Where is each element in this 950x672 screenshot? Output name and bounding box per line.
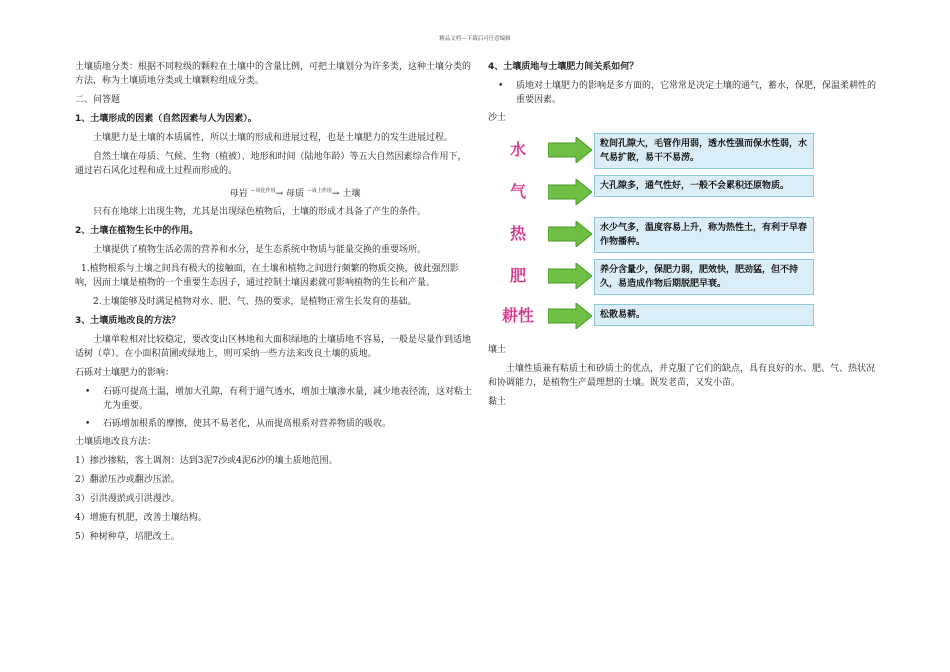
diagram-label: 耕性 (501, 306, 534, 325)
q1-para-2: 自然土壤在母质、气候、生物（植被）、地形和时间（陆地年龄）等五大自然因素综合作用下，通过岩石风化过程和成土过程而形成的。 (75, 152, 467, 176)
bullet-text: 石砾可提高土温，增加大孔隙，有利于通气透水，增加土壤渗水量，减少地表径流，这对粘土尤为重要。 (103, 387, 473, 411)
diagram-row-air (488, 177, 592, 207)
diagram-label: 气 (509, 182, 526, 201)
diagram-box: 松散易耕。 (594, 304, 814, 326)
diagram-box: 水少气多，温度容易上升，称为热性土，有利于早春作物播种。 (594, 217, 814, 253)
formation-formula: 母岩 $^{—风化作用}$→ 母质 $^{—成土作用}$→ 土壤 (229, 188, 361, 199)
method-item: 3）引洪漫淤或引洪漫沙。 (75, 494, 180, 504)
diagram-box: 粒间孔隙大，毛管作用弱，透水性强而保水性弱，水气易扩散，易干不易涝。 (594, 133, 814, 169)
formula-parent: 母质 (285, 189, 304, 199)
bullet-text: 石砾增加根系的摩擦，使其不易老化，从而提高根系对营养物质的吸收。 (103, 419, 392, 429)
question-3: 3、土壤质地改良的方法？ (75, 316, 181, 326)
method-item: 5）种树种草，培肥改土。 (75, 532, 180, 542)
question-1: 1、土壤形成的因素（自然因素与人为因素）。 (75, 114, 257, 124)
right-column (488, 60, 878, 414)
arrow-icon (548, 221, 592, 247)
formula-arrow-1: 风化作用 (255, 188, 276, 194)
diagram-row-heat (488, 219, 592, 249)
diagram-label: 热 (509, 224, 526, 243)
diagram-row-fertility (488, 261, 592, 291)
bullet-item: • 石砾增加根系的摩擦，使其不易老化，从而提高根系对营养物质的吸收。 (85, 419, 392, 429)
bullet-item: • 质地对土壤肥力的影响是多方面的，它常常是决定土壤的通气，蓄水，保肥，保温柔耕性的重要因素。 (498, 81, 877, 105)
sand-heading: 沙土 (488, 113, 507, 123)
sand-properties-diagram (488, 133, 878, 333)
diagram-label: 肥 (509, 266, 526, 285)
method-item: 2）翻淤压沙或翻沙压淤。 (75, 475, 180, 485)
arrow-icon (548, 303, 592, 329)
improve-heading: 土壤质地改良方法： (75, 437, 157, 447)
formula-rock: 母岩 (229, 189, 248, 199)
loam-para: 土壤性质兼有粘质土和砂质土的优点，并克服了它们的缺点，具有良好的水、肥、气、热状况和协调能力，是植物生产最理想的土壤。既发老苗，又发小苗。 (488, 364, 876, 388)
formula-arrow-2: 成土作用 (311, 188, 332, 194)
stone-heading: 石砾对土壤肥力的影响： (75, 368, 175, 378)
q2-para-2: 1.植物根系与土壤之间具有极大的接触面，在土壤和植物之间进行频繁的物质交换，彼此强烈影响，因而土壤是植物的一个重要生态因子，通过控制土壤因素就可影响植物的生长和产量。 (75, 264, 459, 288)
formula-soil: 土壤 (342, 189, 361, 199)
page-header: 精品文档---下载后可任意编辑 (439, 36, 511, 42)
arrow-icon (548, 179, 592, 205)
method-item: 1）掺沙掺粘，客土调剂：达到3泥7沙或4泥6沙的壤土质地范围。 (75, 456, 338, 466)
q1-para-3: 只有在地球上出现生物，尤其是出现绿色植物后，土壤的形成才具备了产生的条件。 (93, 207, 427, 217)
q1-para-1: 土壤肥力是土壤的本质属性，所以土壤的形成和进展过程，也是土壤肥力的发生进展过程。 (93, 133, 454, 143)
question-2: 2、土壤在植物生长中的作用。 (75, 226, 199, 236)
diagram-label: 水 (509, 140, 526, 159)
loam-heading: 壤土 (488, 345, 507, 355)
texture-classification: 土壤质地分类：根据不同粒级的颗粒在土壤中的含量比例，可把土壤划分为许多类，这种土壤分类的方法，称为土壤质地分类或土壤颗粒组成分类。 (75, 62, 472, 86)
left-column (75, 60, 475, 549)
diagram-box: 大孔隙多，通气性好，一般不会累积还原物质。 (594, 175, 814, 197)
arrow-icon (548, 137, 592, 163)
bullet-text: 质地对土壤肥力的影响是多方面的，它常常是决定土壤的通气，蓄水，保肥，保温柔耕性的重要因素。 (516, 81, 877, 105)
section-title: 二、问答题 (75, 95, 121, 105)
clay-heading: 黏土 (488, 397, 507, 407)
diagram-box: 养分含量少，保肥力弱，肥效快，肥劲猛，但不持久，易造成作物后期脱肥早衰。 (594, 259, 814, 295)
q2-para-1: 土壤提供了植物生活必需的营养和水分，是生态系统中物质与能量交换的重要场所。 (93, 245, 427, 255)
diagram-row-water (488, 135, 592, 165)
question-4: 4、土壤质地与土壤肥力间关系如何？ (488, 62, 639, 72)
method-item: 4）增施有机肥，改善土壤结构。 (75, 513, 207, 523)
bullet-item: • 石砾可提高土温，增加大孔隙，有利于通气透水，增加土壤渗水量，减少地表径流，这对粘土尤为重要。 (85, 385, 475, 413)
diagram-row-tilth (488, 301, 592, 331)
arrow-icon (548, 263, 592, 289)
q3-para-1: 土壤单粒相对比较稳定，要改变山区林地和大面积绿地的土壤质地不容易，一般是尽量作到适地适树（草）。在小面积苗圃或绿地上，则可采纳一些方法来改良土壤的质地。 (75, 335, 472, 359)
q2-para-3: 2.土壤能够及时满足植物对水、肥、气、热的要求，是植物正常生长发育的基础。 (93, 297, 417, 307)
